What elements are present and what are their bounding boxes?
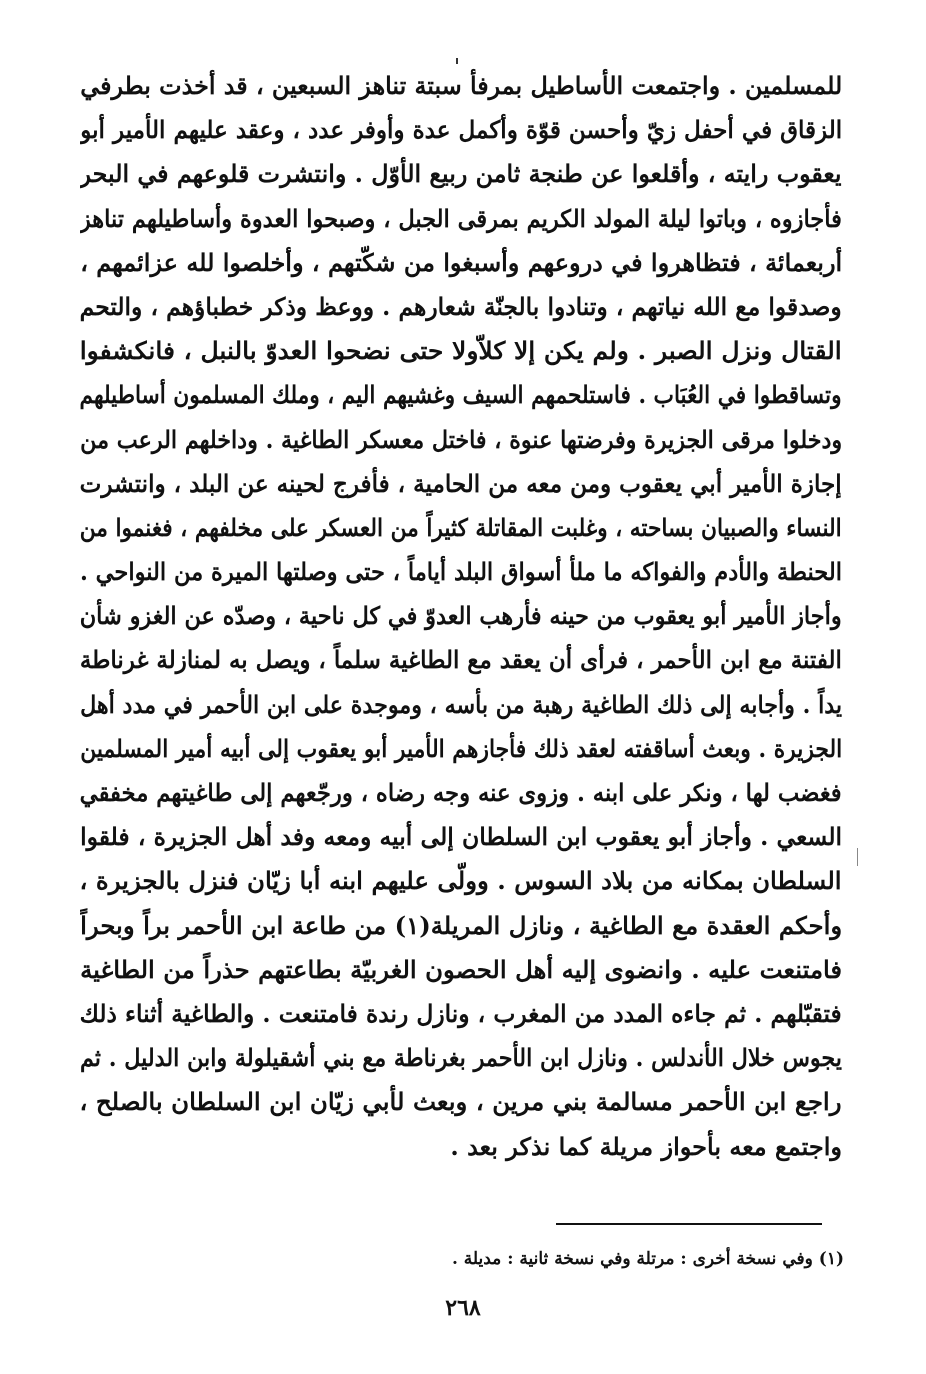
text-line: فتقبّلهم . ثم جاءه المدد من المغرب ، ونازل رندة فامتنعت . والطاغية أثناء ذلك: [80, 998, 842, 1028]
text-line: ودخلوا مرقى الجزيرة وفرضتها عنوة ، فاختل معسكر الطاغية . وداخلهم الرعب من: [80, 424, 842, 454]
text-line: يداً . وأجابه إلى ذلك الطاغية رهبة من بأسه ، وموجدة على ابن الأحمر في مدد أهل: [80, 689, 842, 719]
text-line: النساء والصبيان بساحته ، وغلبت المقاتلة كثيراً من العسكر على مخلفهم ، فغنموا من: [80, 512, 842, 542]
text-line: راجع ابن الأحمر مسالمة بني مرين ، وبعث لأبي زيّان ابن السلطان بالصلح ،: [80, 1087, 842, 1117]
page-number: ٢٦٨: [445, 1295, 481, 1321]
text-line: فأجازوه ، وباتوا ليلة المولد الكريم بمرقى الجبل ، وصبحوا العدوة وأساطيلهم تناهز: [80, 203, 842, 233]
text-line: الزقاق في أحفل زيّ وأحسن قوّة وأكمل عدة وأوفر عدد ، وعقد عليهم الأمير أبو: [80, 115, 842, 145]
footnote: (١) وفي نسخة أخرى : مرتلة وفي نسخة ثانية : مديلة .: [451, 1249, 844, 1269]
text-line: فغضب لها ، ونكر على ابنه . وزوى عنه وجه رضاه ، ورجّعهم إلى طاغيتهم مخفقي: [80, 778, 842, 807]
body-text: [80, 64, 842, 1169]
text-line: السلطان بمكانه من بلاد السوس . وولّى عليهم ابنه أبا زيّان فنزل بالجزيرة ،: [80, 866, 842, 896]
scan-speck: [456, 58, 458, 64]
text-line: القتال ونزل الصبر . ولم يكن إلا كلاّولا حتى نضحوا العدوّ بالنبل ، فانكشفوا: [80, 336, 842, 366]
text-line: وأحكم العقدة مع الطاغية ، ونازل المريلة(١) من طاعة ابن الأحمر براً وبحراً: [80, 910, 842, 940]
text-line: السعي . وأجاز أبو يعقوب ابن السلطان إلى أبيه ومعه وفد أهل الجزيرة ، فلقوا: [80, 822, 842, 852]
text-line: فامتنعت عليه . وانضوى إليه أهل الحصون الغربيّة بطاعتهم حذراً من الطاغية: [80, 954, 842, 984]
text-line: أربعمائة ، فتظاهروا في دروعهم وأسبغوا من شكّتهم ، وأخلصوا لله عزائمهم ،: [80, 247, 842, 277]
scan-speck: [857, 848, 858, 866]
text-line: وأجاز الأمير أبو يعقوب من حينه فأرهب العدوّ في كل ناحية ، وصدّه عن الغزو شأن: [80, 601, 842, 631]
text-line: للمسلمين . واجتمعت الأساطيل بمرفأ سبتة تناهز السبعين ، قد أخذت بطرفي: [80, 71, 842, 100]
text-line: الجزيرة . وبعث أساقفته لعقد ذلك فأجازهم الأمير أبو يعقوب إلى أبيه أمير المسلمين: [80, 733, 842, 763]
text-line: واجتمع معه بأحواز مريلة كما نذكر بعد .: [450, 1131, 842, 1161]
text-line: وتساقطوا في العُبَاب . فاستلحمهم السيف وغشيهم اليم ، وملك المسلمون أساطيلهم: [80, 380, 842, 410]
text-line: وصدقوا مع الله نياتهم ، وتنادوا بالجنّة شعارهم . ووعظ وذكر خطباؤهم ، والتحم: [80, 291, 842, 321]
text-line: الحنطة والأدم والفواكه ما ملأ أسواق البلد أياماً ، حتى وصلتها الميرة من النواحي .: [80, 557, 842, 587]
text-line: الفتنة مع ابن الأحمر ، فرأى أن يعقد مع الطاغية سلماً ، ويصل به لمنازلة غرناطة: [80, 645, 842, 675]
text-line: يجوس خلال الأندلس . ونازل ابن الأحمر بغرناطة مع بني أشقيلولة وابن الدليل . ثم: [80, 1043, 842, 1073]
text-line: إجازة الأمير أبي يعقوب ومن معه من الحامية ، فأفرج لحينه عن البلد ، وانتشرت: [80, 468, 842, 498]
text-line: يعقوب رايته ، وأقلعوا عن طنجة ثامن ربيع الأوّل . وانتشرت قلوعهم في البحر: [80, 159, 842, 189]
footnote-separator: [556, 1223, 822, 1225]
